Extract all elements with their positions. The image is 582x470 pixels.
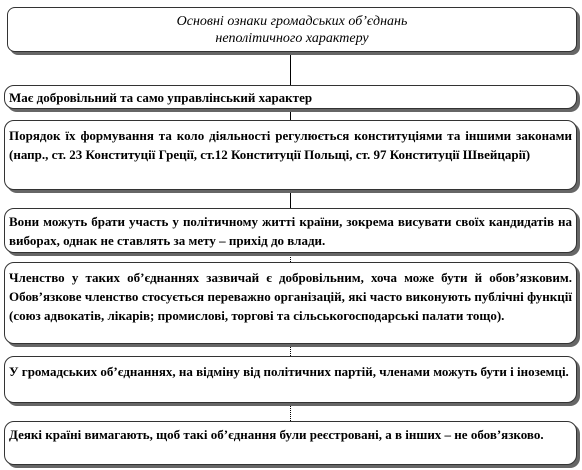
connector-line [290,53,291,85]
feature-text-1: Має добровільний та само управлінський характер [9,90,313,105]
connector-line [290,252,291,262]
connector-line [290,190,291,208]
feature-box-5 [4,356,577,403]
feature-box-6 [4,421,577,465]
feature-box-2 [4,120,577,190]
diagram-title-line2: неполітичного характеру [215,30,369,46]
feature-text-3: Вони можуть брати участь у політичному житті країни, зокрема висувати своїх кандидатів на виборах, однак не ставлять за мету – прихід до влади. [9,214,572,248]
feature-text-6: Деякі країні вимагають, щоб такі об’єднання були реєстровані, а в інших – не обов’язково. [9,427,544,442]
diagram-title-box [7,7,577,52]
feature-text-4: Членство у таких об’єднаннях зазвичай є добровільним, хоча може бути й обов’язковим. Обов’язкове членство стосується переважно організацій, які часто виконують публічні функції (союз адвокатів, лікарів; промислові, торгові та сільськогосподарські палати тощо). [9,270,572,323]
connector-line [290,403,291,421]
diagram-title-line1: Основні ознаки громадських об’єднань [176,13,408,29]
connector-line [290,108,291,120]
feature-text-2: Порядок їх формування та коло діяльності регулюється конституціями та іншими законами (напр., ст. 23 Конституції Греції, ст.12 Конституції Польщі, ст. 97 Конституції Швейцарії) [9,128,572,162]
feature-box-3 [4,208,577,253]
connector-line [290,344,291,356]
feature-box-1 [4,85,577,109]
feature-text-5: У громадських об’єднаннях, на відміну від політичних партій, членами можуть бути і іноземці. [9,364,569,379]
feature-box-4 [4,262,577,344]
